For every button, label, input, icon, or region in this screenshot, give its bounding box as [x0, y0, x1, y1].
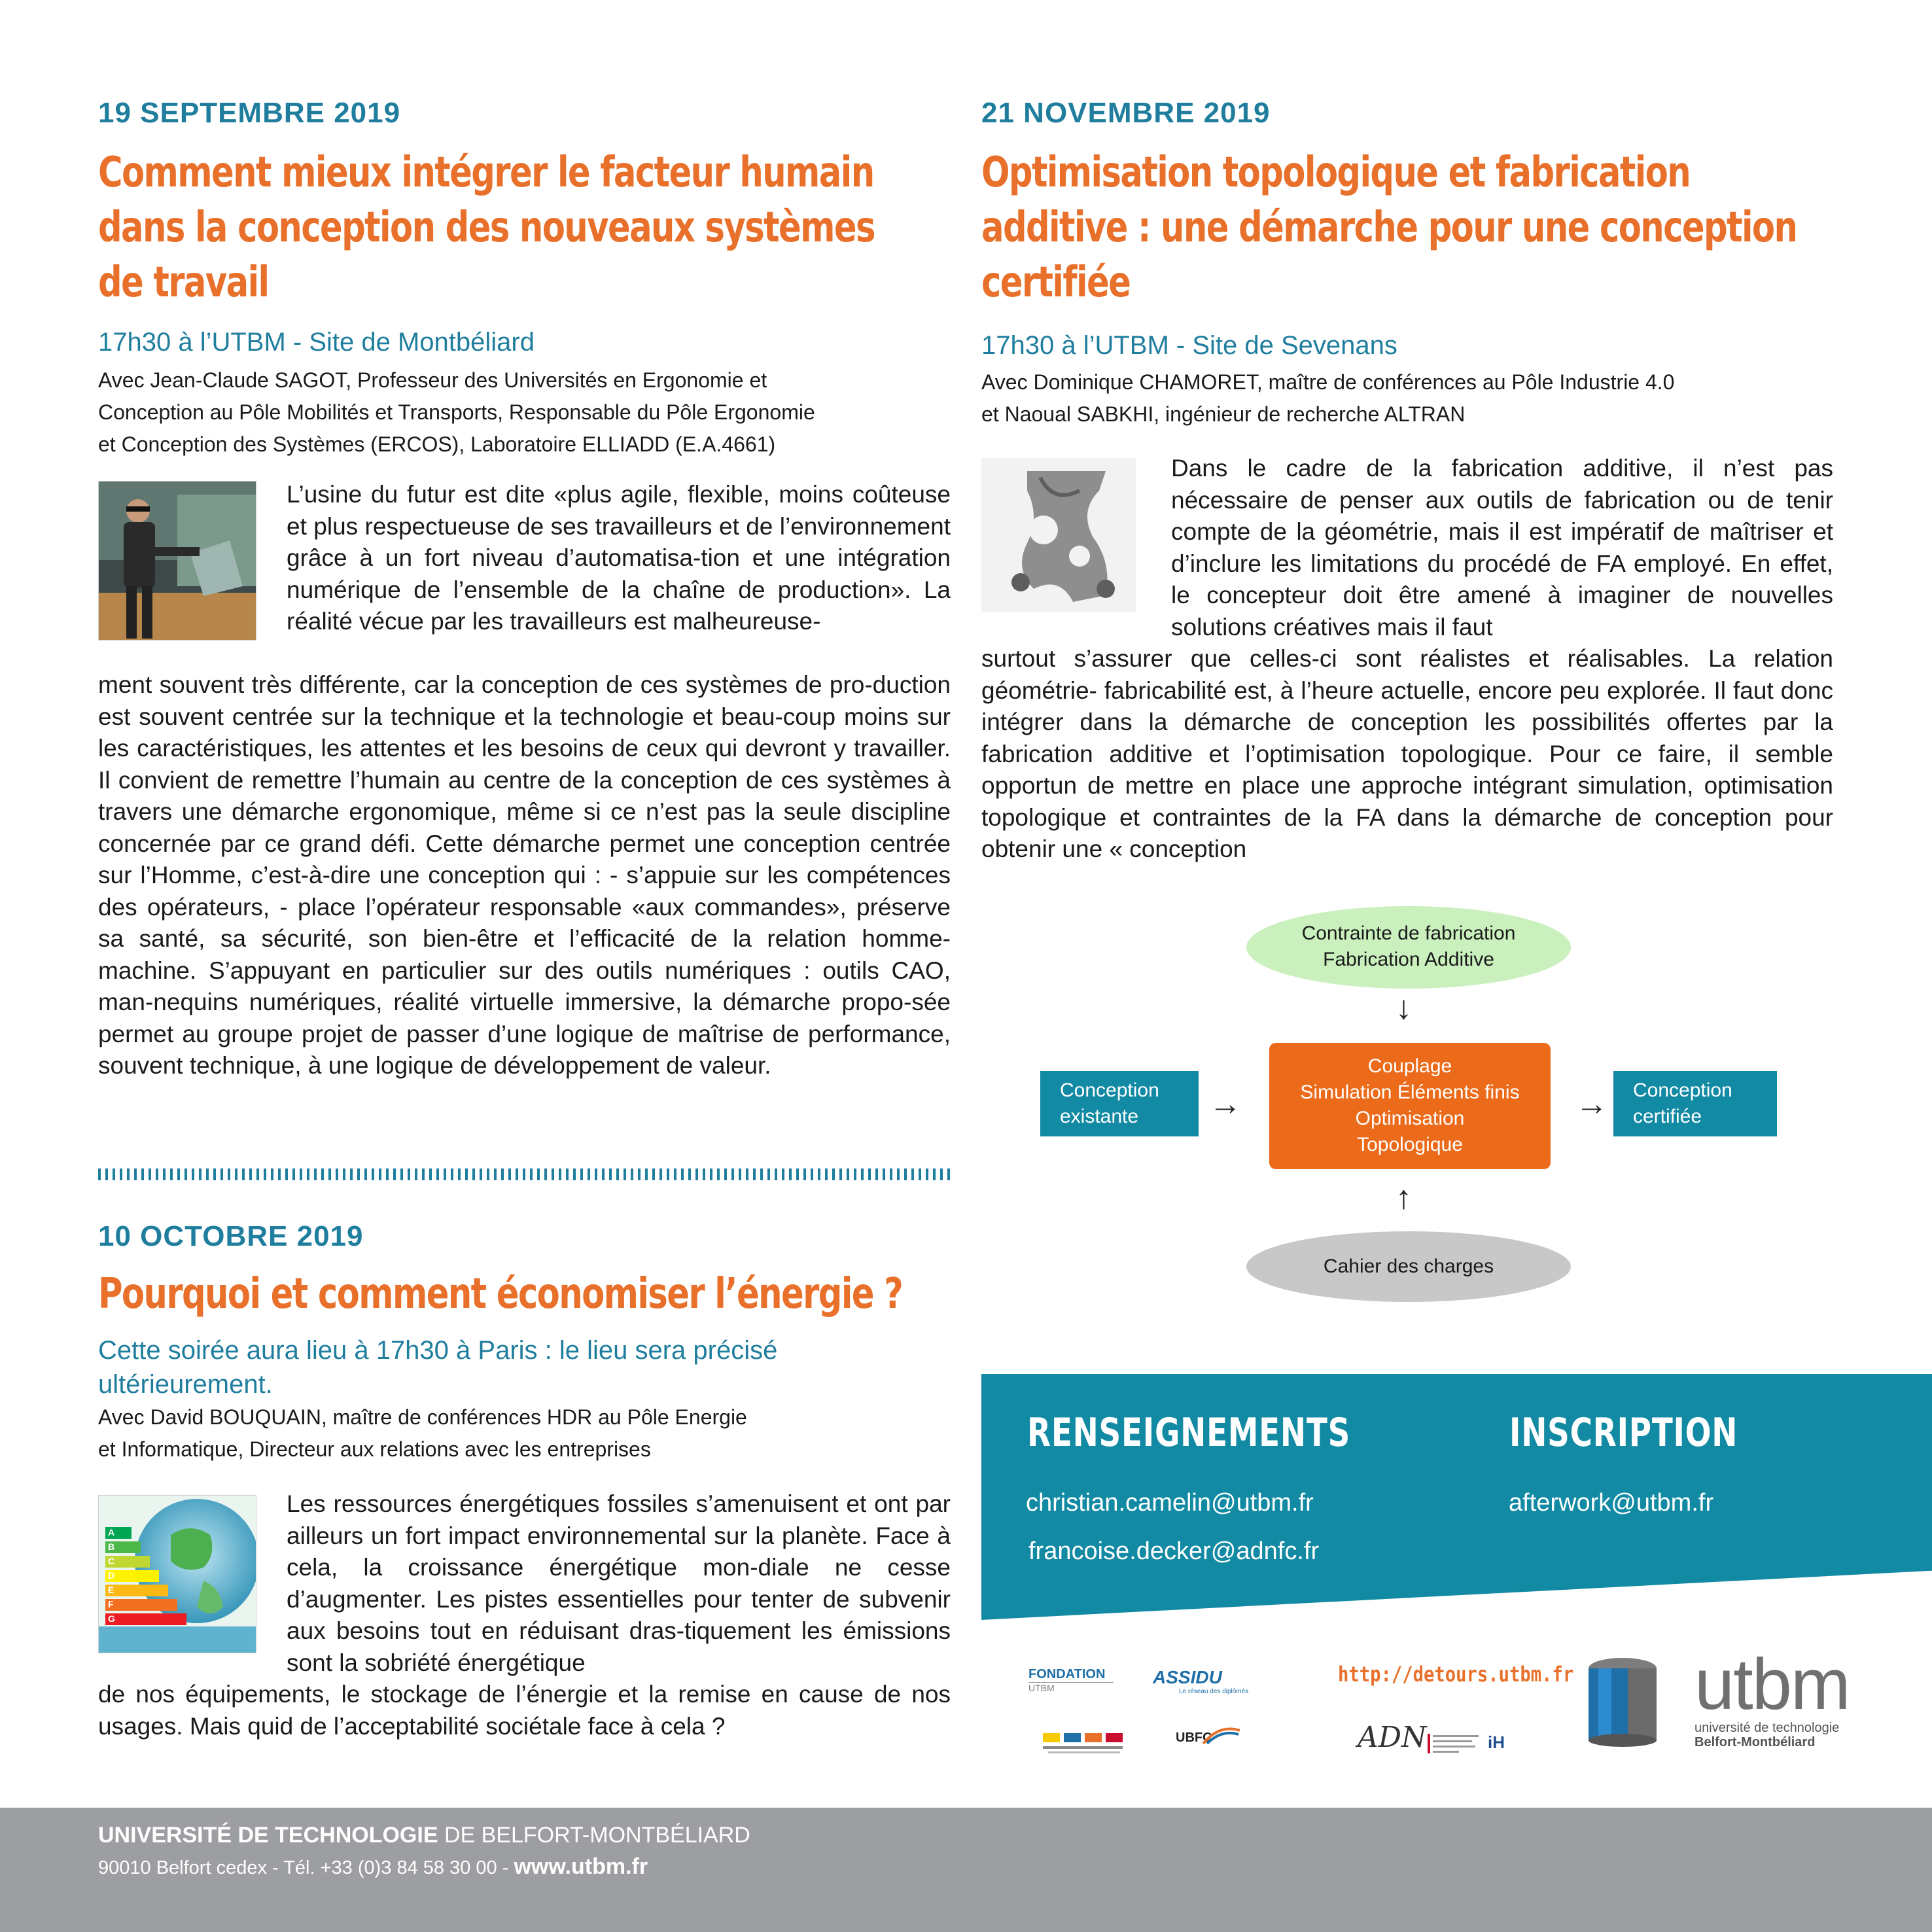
ih-logo-text: iH	[1488, 1732, 1505, 1752]
renseignements-heading: RENSEIGNEMENTS	[1027, 1410, 1351, 1456]
utbm-logo-text: utbm	[1695, 1644, 1850, 1725]
speaker-line: et Conception des Systèmes (ERCOS), Laboratoire ELLIADD (E.A.4661)	[98, 432, 776, 456]
speaker-line: Avec David BOUQUAIN, maître de conférences HDR au Pôle Energie	[98, 1405, 747, 1429]
event1-title	[98, 145, 936, 310]
footer-university-rest: DE BELFORT-MONTBÉLIARD	[438, 1823, 750, 1848]
assidu-logo-text: ASSIDU	[1153, 1667, 1222, 1687]
diagram-coupling-box	[1269, 1043, 1551, 1169]
vr-user-photo	[98, 481, 256, 641]
energy-bars	[105, 1527, 186, 1625]
adn-logo-text: ADN	[1358, 1721, 1427, 1754]
diagram-label: Topologique	[1357, 1134, 1463, 1155]
event1-body-wrapped: L’usine du futur est dite «plus agile, flexible, moins coûteuse et plus respectueuse de ses travailleurs et de l’environnement grâce à un fort niveau d’automatisa-tion et une intégration numérique de l’ensemble de la chaîne de production». La réalité vécue par les travailleurs est malheureuse-	[287, 481, 951, 635]
event1-date: 19 SEPTEMBRE 2019	[98, 97, 401, 129]
diagram-existing-design	[1040, 1071, 1199, 1136]
event3-speakers	[981, 366, 1845, 430]
section-divider	[98, 1168, 952, 1180]
event1-body: ment souvent très différente, car la conception de ces systèmes de pro-duction est souvent centrée sur la technique et la technologie et beau-coup moins sur les caractéristiques, les attentes et les besoins de ceux qui devront y travailler. Il convient de remettre l’humain au centre de la conception de ces systèmes à travers une démarche ergonomique, même si ce n’est pas la seule discipline concernée par ce grand défi. Cette démarche permet une conception centrée sur l’Homme, c’est-à-dire une conception qui : - s’appuie sur les compétences des opérateurs, - place l’opérateur responsable «aux commandes», préserve sa santé, sa sécurité, son bien-être et l’efficacité de la relation homme-machine. S’appuyant en particulier sur des outils numériques : outils CAO, man-nequins numériques, réalité virtuelle immersive, la démarche propo-sée permet au groupe projet de passer d’une logique de maîtrise de performance, souvent technique, à une logique de développement de valeur.	[98, 671, 951, 1079]
event1-title-line: de travail	[98, 258, 269, 307]
energy-bar-d: D	[105, 1570, 159, 1582]
email-link-camelin[interactable]: christian.camelin@utbm.fr	[1026, 1489, 1314, 1517]
energy-label-image	[98, 1495, 256, 1653]
fondation-logo-text: FONDATION	[1028, 1667, 1106, 1681]
fondation-logo	[1028, 1667, 1114, 1693]
diagram-constraint-oval	[1246, 906, 1571, 989]
diagram-label: Optimisation	[1355, 1108, 1465, 1129]
footer-university-bold: UNIVERSITÉ DE TECHNOLOGIE	[98, 1823, 438, 1848]
diagram-label: Contrainte de fabrication	[1301, 922, 1516, 944]
diagram-label: certifiée	[1633, 1106, 1702, 1127]
arrow-down-icon: ↓	[1396, 989, 1412, 1026]
diagram-specs-oval: Cahier des charges	[1246, 1231, 1571, 1302]
diagram-label: Simulation Éléments finis	[1300, 1081, 1520, 1103]
energy-bar-c: C	[105, 1556, 150, 1568]
event1-title-line: dans la conception des nouveaux systèmes	[98, 203, 875, 252]
adn-logo	[1358, 1721, 1427, 1754]
event1-time: 17h30 à l’UTBM - Site de Montbéliard	[98, 328, 535, 357]
event2-body: de nos équipements, le stockage de l’énergie et la remise en cause de nos usages. Mais quid de l’acceptabilité sociétale face à cela ?	[98, 1681, 951, 1740]
website-link[interactable]: http://detours.utbm.fr	[1338, 1662, 1574, 1687]
email-link-afterwork[interactable]: afterwork@utbm.fr	[1509, 1489, 1714, 1517]
event2-date: 10 OCTOBRE 2019	[98, 1220, 364, 1252]
inscription-heading: INSCRIPTION	[1509, 1410, 1738, 1456]
energy-bar-e: E	[105, 1585, 168, 1596]
event2-time-line: Cette soirée aura lieu à 17h30 à Paris : le lieu sera précisé	[98, 1336, 778, 1365]
event2-speakers	[98, 1401, 962, 1466]
utbm-logo-icon	[1587, 1655, 1659, 1747]
speaker-line: Avec Jean-Claude SAGOT, Professeur des Universités en Ergonomie et	[98, 368, 767, 392]
arrow-up-icon: ↑	[1396, 1179, 1412, 1216]
event3-body: surtout s’assurer que celles-ci sont réalistes et réalisables. La relation géométrie- fabricabilité est, à l’heure actuelle, encore peu explorée. Il faut donc intégrer dans la démarche de conception les possibilités offertes par la fabrication additive et l’optimisation topologique. Pour ce faire, il semble opportun de mettre en place une approche intégrant simulation, optimisation topologique et contraintes de la FA dans la démarche de conception pour obtenir une « conception	[981, 645, 1833, 862]
fondation-logo-sub: UTBM	[1028, 1682, 1114, 1693]
speaker-line: Conception au Pôle Mobilités et Transports, Responsable du Pôle Ergonomie	[98, 400, 815, 424]
energy-bar-g: G	[105, 1613, 186, 1625]
event3-title	[981, 145, 1819, 310]
event2-time-line: ultérieurement.	[98, 1370, 273, 1399]
diagram-label: Fabrication Additive	[1323, 949, 1494, 970]
diagram-certified-design	[1613, 1071, 1777, 1136]
footer-website-link[interactable]: www.utbm.fr	[514, 1854, 648, 1879]
assidu-logo	[1153, 1667, 1248, 1695]
utbm-logo-sub: université de technologie	[1695, 1721, 1840, 1735]
event3-date: 21 NOVEMBRE 2019	[981, 97, 1271, 129]
ubfc-logo-text: UBFC	[1176, 1730, 1212, 1745]
speaker-line: et Naoual SABKHI, ingénieur de recherche ALTRAN	[981, 402, 1466, 426]
arrow-right-icon: →	[1209, 1085, 1242, 1122]
diagram-label: existante	[1060, 1106, 1139, 1127]
utbm-logo	[1695, 1644, 1850, 1749]
arrow-right-icon: →	[1575, 1085, 1608, 1122]
event3-body-wrapped: Dans le cadre de la fabrication additive, il n’est pas nécessaire de penser aux outils de fabrication ou de tenir compte de la géométrie, mais il est impératif de maîtriser et d’inclure les limitations du procédé de FA employé. En effet, le concepteur doit être amené à imaginer de nouvelles solutions créatives mais il faut	[1171, 455, 1833, 641]
footer-address-text: 90010 Belfort cedex - Tél. +33 (0)3 84 58 30 00 -	[98, 1857, 514, 1878]
utbm-logo-sub: Belfort-Montbéliard	[1695, 1735, 1816, 1749]
energy-bar-f: F	[105, 1599, 177, 1611]
assidu-logo-sub: Le réseau des diplômés	[1179, 1688, 1249, 1695]
footer-university	[98, 1823, 750, 1848]
universites-technologie-logo	[1042, 1730, 1127, 1757]
email-link-decker[interactable]: francoise.decker@adnfc.fr	[1028, 1537, 1320, 1565]
event1-title-line: Comment mieux intégrer le facteur humain	[98, 149, 874, 197]
diagram-label: Conception	[1060, 1080, 1159, 1101]
event2-title: Pourquoi et comment économiser l’énergie ?	[98, 1270, 903, 1318]
speaker-line: Avec Dominique CHAMORET, maître de conférences au Pôle Industrie 4.0	[981, 370, 1675, 394]
event2-body-wrapped: Les ressources énergétiques fossiles s’amenuisent et ont par ailleurs un fort impact environnemental sur la planète. Face à cela, la croissance énergétique mon-diale ne cesse d’augmenter. Les pistes essentielles pour tenter de subvenir aux besoins tout en réduisant dras-tiquement les émissions sont la sobriété énergétique	[287, 1490, 951, 1676]
energy-bar-a: A	[105, 1527, 132, 1539]
diagram-label: Conception	[1633, 1080, 1732, 1101]
speaker-line: et Informatique, Directeur aux relations avec les entreprises	[98, 1437, 651, 1461]
ubfc-logo	[1176, 1730, 1241, 1758]
cluster-logo	[1428, 1732, 1506, 1755]
event3-time: 17h30 à l’UTBM - Site de Sevenans	[981, 331, 1397, 360]
event2-time	[98, 1333, 962, 1401]
3d-printed-part-image	[981, 458, 1136, 612]
footer-address	[98, 1854, 648, 1880]
diagram-label: Couplage	[1367, 1055, 1452, 1077]
event3-title-line: Optimisation topologique et fabrication	[981, 149, 1691, 197]
event3-title-line: certifiée	[981, 258, 1131, 307]
event3-title-line: additive : une démarche pour une conception	[981, 203, 1797, 252]
energy-bar-b: B	[105, 1541, 141, 1553]
event1-speakers	[98, 364, 962, 461]
